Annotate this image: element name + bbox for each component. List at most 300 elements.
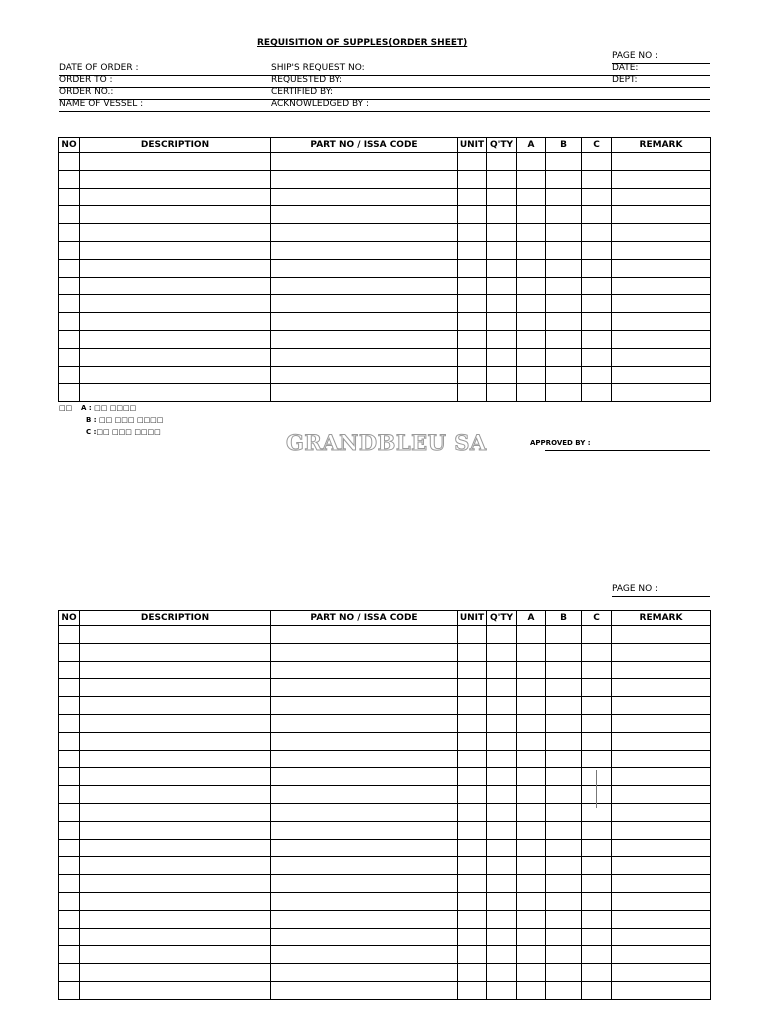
cell-qty[interactable] — [487, 384, 517, 402]
cell-remark[interactable] — [612, 732, 711, 750]
cell-unit[interactable] — [458, 277, 487, 295]
cell-a[interactable] — [517, 928, 546, 946]
cell-qty[interactable] — [487, 661, 517, 679]
cell-remark[interactable] — [612, 224, 711, 242]
cell-a[interactable] — [517, 277, 546, 295]
cell-b[interactable] — [546, 750, 582, 768]
cell-c[interactable] — [582, 366, 612, 384]
cell-description[interactable] — [80, 277, 271, 295]
cell-b[interactable] — [546, 839, 582, 857]
cell-a[interactable] — [517, 295, 546, 313]
cell-remark[interactable] — [612, 964, 711, 982]
cell-remark[interactable] — [612, 839, 711, 857]
cell-part-no[interactable] — [271, 857, 458, 875]
cell-no[interactable] — [59, 803, 80, 821]
cell-a[interactable] — [517, 643, 546, 661]
cell-no[interactable] — [59, 661, 80, 679]
cell-description[interactable] — [80, 206, 271, 224]
cell-part-no[interactable] — [271, 277, 458, 295]
cell-a[interactable] — [517, 661, 546, 679]
cell-description[interactable] — [80, 170, 271, 188]
cell-b[interactable] — [546, 928, 582, 946]
cell-no[interactable] — [59, 768, 80, 786]
cell-unit[interactable] — [458, 821, 487, 839]
cell-qty[interactable] — [487, 892, 517, 910]
cell-unit[interactable] — [458, 786, 487, 804]
cell-no[interactable] — [59, 928, 80, 946]
cell-a[interactable] — [517, 803, 546, 821]
cell-qty[interactable] — [487, 277, 517, 295]
cell-part-no[interactable] — [271, 750, 458, 768]
cell-unit[interactable] — [458, 839, 487, 857]
cell-unit[interactable] — [458, 384, 487, 402]
cell-unit[interactable] — [458, 661, 487, 679]
cell-description[interactable] — [80, 875, 271, 893]
cell-a[interactable] — [517, 768, 546, 786]
cell-b[interactable] — [546, 821, 582, 839]
cell-remark[interactable] — [612, 313, 711, 331]
cell-c[interactable] — [582, 679, 612, 697]
cell-c[interactable] — [582, 241, 612, 259]
cell-b[interactable] — [546, 803, 582, 821]
cell-no[interactable] — [59, 241, 80, 259]
cell-remark[interactable] — [612, 928, 711, 946]
cell-b[interactable] — [546, 661, 582, 679]
cell-no[interactable] — [59, 981, 80, 999]
cell-part-no[interactable] — [271, 981, 458, 999]
cell-b[interactable] — [546, 964, 582, 982]
cell-qty[interactable] — [487, 928, 517, 946]
cell-remark[interactable] — [612, 626, 711, 644]
cell-remark[interactable] — [612, 643, 711, 661]
cell-no[interactable] — [59, 295, 80, 313]
cell-qty[interactable] — [487, 910, 517, 928]
cell-qty[interactable] — [487, 330, 517, 348]
cell-description[interactable] — [80, 910, 271, 928]
cell-c[interactable] — [582, 892, 612, 910]
cell-description[interactable] — [80, 348, 271, 366]
cell-unit[interactable] — [458, 241, 487, 259]
cell-description[interactable] — [80, 928, 271, 946]
cell-c[interactable] — [582, 964, 612, 982]
cell-unit[interactable] — [458, 875, 487, 893]
cell-description[interactable] — [80, 626, 271, 644]
cell-unit[interactable] — [458, 768, 487, 786]
cell-no[interactable] — [59, 348, 80, 366]
cell-b[interactable] — [546, 224, 582, 242]
cell-remark[interactable] — [612, 981, 711, 999]
cell-part-no[interactable] — [271, 295, 458, 313]
cell-part-no[interactable] — [271, 768, 458, 786]
cell-description[interactable] — [80, 714, 271, 732]
cell-part-no[interactable] — [271, 188, 458, 206]
cell-no[interactable] — [59, 366, 80, 384]
cell-c[interactable] — [582, 330, 612, 348]
cell-c[interactable] — [582, 224, 612, 242]
cell-description[interactable] — [80, 295, 271, 313]
cell-unit[interactable] — [458, 626, 487, 644]
cell-a[interactable] — [517, 981, 546, 999]
cell-a[interactable] — [517, 170, 546, 188]
cell-unit[interactable] — [458, 259, 487, 277]
cell-a[interactable] — [517, 964, 546, 982]
cell-b[interactable] — [546, 643, 582, 661]
cell-remark[interactable] — [612, 750, 711, 768]
cell-qty[interactable] — [487, 679, 517, 697]
cell-description[interactable] — [80, 857, 271, 875]
cell-no[interactable] — [59, 839, 80, 857]
cell-description[interactable] — [80, 679, 271, 697]
cell-part-no[interactable] — [271, 786, 458, 804]
cell-a[interactable] — [517, 732, 546, 750]
cell-remark[interactable] — [612, 803, 711, 821]
cell-c[interactable] — [582, 928, 612, 946]
cell-a[interactable] — [517, 714, 546, 732]
cell-remark[interactable] — [612, 153, 711, 171]
cell-b[interactable] — [546, 259, 582, 277]
cell-remark[interactable] — [612, 384, 711, 402]
cell-b[interactable] — [546, 946, 582, 964]
cell-description[interactable] — [80, 313, 271, 331]
cell-a[interactable] — [517, 875, 546, 893]
cell-description[interactable] — [80, 768, 271, 786]
cell-c[interactable] — [582, 170, 612, 188]
cell-no[interactable] — [59, 714, 80, 732]
cell-no[interactable] — [59, 750, 80, 768]
cell-qty[interactable] — [487, 732, 517, 750]
cell-c[interactable] — [582, 626, 612, 644]
cell-a[interactable] — [517, 384, 546, 402]
cell-b[interactable] — [546, 981, 582, 999]
cell-part-no[interactable] — [271, 875, 458, 893]
cell-description[interactable] — [80, 732, 271, 750]
cell-unit[interactable] — [458, 348, 487, 366]
cell-no[interactable] — [59, 259, 80, 277]
cell-description[interactable] — [80, 839, 271, 857]
cell-part-no[interactable] — [271, 170, 458, 188]
cell-part-no[interactable] — [271, 384, 458, 402]
cell-unit[interactable] — [458, 697, 487, 715]
cell-a[interactable] — [517, 206, 546, 224]
cell-b[interactable] — [546, 384, 582, 402]
cell-remark[interactable] — [612, 241, 711, 259]
cell-no[interactable] — [59, 946, 80, 964]
cell-a[interactable] — [517, 188, 546, 206]
cell-part-no[interactable] — [271, 946, 458, 964]
cell-unit[interactable] — [458, 964, 487, 982]
cell-part-no[interactable] — [271, 910, 458, 928]
cell-qty[interactable] — [487, 366, 517, 384]
cell-c[interactable] — [582, 277, 612, 295]
cell-a[interactable] — [517, 946, 546, 964]
cell-b[interactable] — [546, 679, 582, 697]
cell-description[interactable] — [80, 259, 271, 277]
cell-no[interactable] — [59, 277, 80, 295]
cell-qty[interactable] — [487, 170, 517, 188]
cell-part-no[interactable] — [271, 643, 458, 661]
cell-remark[interactable] — [612, 277, 711, 295]
cell-no[interactable] — [59, 910, 80, 928]
cell-part-no[interactable] — [271, 259, 458, 277]
cell-unit[interactable] — [458, 946, 487, 964]
cell-no[interactable] — [59, 857, 80, 875]
cell-part-no[interactable] — [271, 348, 458, 366]
cell-qty[interactable] — [487, 643, 517, 661]
cell-no[interactable] — [59, 786, 80, 804]
cell-b[interactable] — [546, 330, 582, 348]
cell-remark[interactable] — [612, 875, 711, 893]
cell-a[interactable] — [517, 224, 546, 242]
cell-description[interactable] — [80, 750, 271, 768]
cell-qty[interactable] — [487, 714, 517, 732]
cell-part-no[interactable] — [271, 964, 458, 982]
cell-a[interactable] — [517, 241, 546, 259]
cell-qty[interactable] — [487, 224, 517, 242]
cell-qty[interactable] — [487, 295, 517, 313]
cell-c[interactable] — [582, 643, 612, 661]
cell-remark[interactable] — [612, 910, 711, 928]
cell-a[interactable] — [517, 697, 546, 715]
cell-part-no[interactable] — [271, 626, 458, 644]
cell-part-no[interactable] — [271, 206, 458, 224]
cell-c[interactable] — [582, 750, 612, 768]
cell-b[interactable] — [546, 170, 582, 188]
cell-unit[interactable] — [458, 224, 487, 242]
cell-unit[interactable] — [458, 732, 487, 750]
cell-c[interactable] — [582, 697, 612, 715]
cell-part-no[interactable] — [271, 928, 458, 946]
cell-qty[interactable] — [487, 964, 517, 982]
cell-b[interactable] — [546, 857, 582, 875]
cell-a[interactable] — [517, 892, 546, 910]
cell-remark[interactable] — [612, 892, 711, 910]
cell-b[interactable] — [546, 188, 582, 206]
cell-a[interactable] — [517, 786, 546, 804]
cell-no[interactable] — [59, 224, 80, 242]
cell-part-no[interactable] — [271, 714, 458, 732]
cell-description[interactable] — [80, 224, 271, 242]
cell-qty[interactable] — [487, 241, 517, 259]
cell-b[interactable] — [546, 697, 582, 715]
cell-c[interactable] — [582, 946, 612, 964]
cell-qty[interactable] — [487, 821, 517, 839]
cell-unit[interactable] — [458, 981, 487, 999]
cell-c[interactable] — [582, 348, 612, 366]
cell-c[interactable] — [582, 714, 612, 732]
cell-c[interactable] — [582, 732, 612, 750]
cell-remark[interactable] — [612, 661, 711, 679]
cell-b[interactable] — [546, 153, 582, 171]
cell-c[interactable] — [582, 661, 612, 679]
cell-description[interactable] — [80, 330, 271, 348]
cell-b[interactable] — [546, 875, 582, 893]
cell-b[interactable] — [546, 366, 582, 384]
cell-qty[interactable] — [487, 750, 517, 768]
cell-b[interactable] — [546, 348, 582, 366]
cell-b[interactable] — [546, 206, 582, 224]
cell-c[interactable] — [582, 384, 612, 402]
cell-a[interactable] — [517, 259, 546, 277]
cell-description[interactable] — [80, 981, 271, 999]
cell-part-no[interactable] — [271, 366, 458, 384]
cell-part-no[interactable] — [271, 839, 458, 857]
cell-a[interactable] — [517, 910, 546, 928]
cell-description[interactable] — [80, 241, 271, 259]
cell-unit[interactable] — [458, 330, 487, 348]
cell-description[interactable] — [80, 384, 271, 402]
cell-remark[interactable] — [612, 821, 711, 839]
cell-part-no[interactable] — [271, 153, 458, 171]
cell-qty[interactable] — [487, 786, 517, 804]
cell-description[interactable] — [80, 786, 271, 804]
cell-qty[interactable] — [487, 626, 517, 644]
cell-qty[interactable] — [487, 697, 517, 715]
cell-part-no[interactable] — [271, 679, 458, 697]
cell-unit[interactable] — [458, 295, 487, 313]
cell-qty[interactable] — [487, 206, 517, 224]
cell-qty[interactable] — [487, 875, 517, 893]
cell-unit[interactable] — [458, 643, 487, 661]
cell-part-no[interactable] — [271, 697, 458, 715]
cell-qty[interactable] — [487, 153, 517, 171]
cell-description[interactable] — [80, 964, 271, 982]
cell-description[interactable] — [80, 661, 271, 679]
cell-c[interactable] — [582, 313, 612, 331]
cell-remark[interactable] — [612, 786, 711, 804]
cell-a[interactable] — [517, 366, 546, 384]
cell-a[interactable] — [517, 626, 546, 644]
cell-remark[interactable] — [612, 366, 711, 384]
cell-c[interactable] — [582, 857, 612, 875]
cell-unit[interactable] — [458, 170, 487, 188]
cell-unit[interactable] — [458, 153, 487, 171]
cell-c[interactable] — [582, 153, 612, 171]
cell-b[interactable] — [546, 786, 582, 804]
cell-c[interactable] — [582, 188, 612, 206]
cell-b[interactable] — [546, 313, 582, 331]
cell-remark[interactable] — [612, 188, 711, 206]
cell-b[interactable] — [546, 277, 582, 295]
cell-remark[interactable] — [612, 679, 711, 697]
cell-unit[interactable] — [458, 928, 487, 946]
cell-b[interactable] — [546, 714, 582, 732]
cell-part-no[interactable] — [271, 732, 458, 750]
cell-no[interactable] — [59, 384, 80, 402]
cell-remark[interactable] — [612, 697, 711, 715]
cell-b[interactable] — [546, 892, 582, 910]
cell-c[interactable] — [582, 910, 612, 928]
cell-part-no[interactable] — [271, 661, 458, 679]
cell-description[interactable] — [80, 643, 271, 661]
cell-qty[interactable] — [487, 946, 517, 964]
cell-b[interactable] — [546, 295, 582, 313]
cell-no[interactable] — [59, 643, 80, 661]
cell-description[interactable] — [80, 821, 271, 839]
cell-no[interactable] — [59, 821, 80, 839]
cell-no[interactable] — [59, 964, 80, 982]
cell-no[interactable] — [59, 626, 80, 644]
cell-unit[interactable] — [458, 313, 487, 331]
cell-no[interactable] — [59, 697, 80, 715]
cell-a[interactable] — [517, 857, 546, 875]
cell-qty[interactable] — [487, 348, 517, 366]
cell-unit[interactable] — [458, 892, 487, 910]
cell-description[interactable] — [80, 366, 271, 384]
cell-no[interactable] — [59, 679, 80, 697]
cell-part-no[interactable] — [271, 313, 458, 331]
cell-b[interactable] — [546, 910, 582, 928]
cell-unit[interactable] — [458, 366, 487, 384]
cell-b[interactable] — [546, 241, 582, 259]
cell-qty[interactable] — [487, 188, 517, 206]
cell-no[interactable] — [59, 153, 80, 171]
cell-a[interactable] — [517, 153, 546, 171]
cell-remark[interactable] — [612, 714, 711, 732]
cell-description[interactable] — [80, 153, 271, 171]
cell-part-no[interactable] — [271, 241, 458, 259]
cell-a[interactable] — [517, 313, 546, 331]
cell-unit[interactable] — [458, 750, 487, 768]
cell-description[interactable] — [80, 188, 271, 206]
cell-qty[interactable] — [487, 803, 517, 821]
cell-unit[interactable] — [458, 910, 487, 928]
cell-a[interactable] — [517, 750, 546, 768]
cell-b[interactable] — [546, 626, 582, 644]
cell-c[interactable] — [582, 981, 612, 999]
cell-c[interactable] — [582, 875, 612, 893]
cell-remark[interactable] — [612, 946, 711, 964]
cell-description[interactable] — [80, 892, 271, 910]
cell-part-no[interactable] — [271, 892, 458, 910]
cell-unit[interactable] — [458, 803, 487, 821]
cell-unit[interactable] — [458, 714, 487, 732]
cell-b[interactable] — [546, 768, 582, 786]
cell-qty[interactable] — [487, 259, 517, 277]
cell-qty[interactable] — [487, 981, 517, 999]
cell-remark[interactable] — [612, 259, 711, 277]
cell-no[interactable] — [59, 732, 80, 750]
cell-part-no[interactable] — [271, 330, 458, 348]
cell-remark[interactable] — [612, 170, 711, 188]
cell-qty[interactable] — [487, 857, 517, 875]
cell-unit[interactable] — [458, 679, 487, 697]
cell-c[interactable] — [582, 295, 612, 313]
cell-c[interactable] — [582, 206, 612, 224]
cell-remark[interactable] — [612, 768, 711, 786]
cell-a[interactable] — [517, 348, 546, 366]
cell-description[interactable] — [80, 803, 271, 821]
cell-part-no[interactable] — [271, 224, 458, 242]
cell-no[interactable] — [59, 313, 80, 331]
cell-no[interactable] — [59, 206, 80, 224]
cell-remark[interactable] — [612, 330, 711, 348]
cell-no[interactable] — [59, 875, 80, 893]
cell-qty[interactable] — [487, 313, 517, 331]
cell-description[interactable] — [80, 697, 271, 715]
cell-remark[interactable] — [612, 206, 711, 224]
cell-a[interactable] — [517, 821, 546, 839]
cell-b[interactable] — [546, 732, 582, 750]
cell-unit[interactable] — [458, 188, 487, 206]
cell-no[interactable] — [59, 330, 80, 348]
cell-no[interactable] — [59, 892, 80, 910]
cell-part-no[interactable] — [271, 821, 458, 839]
cell-a[interactable] — [517, 330, 546, 348]
cell-c[interactable] — [582, 259, 612, 277]
cell-remark[interactable] — [612, 295, 711, 313]
cell-remark[interactable] — [612, 348, 711, 366]
cell-c[interactable] — [582, 821, 612, 839]
